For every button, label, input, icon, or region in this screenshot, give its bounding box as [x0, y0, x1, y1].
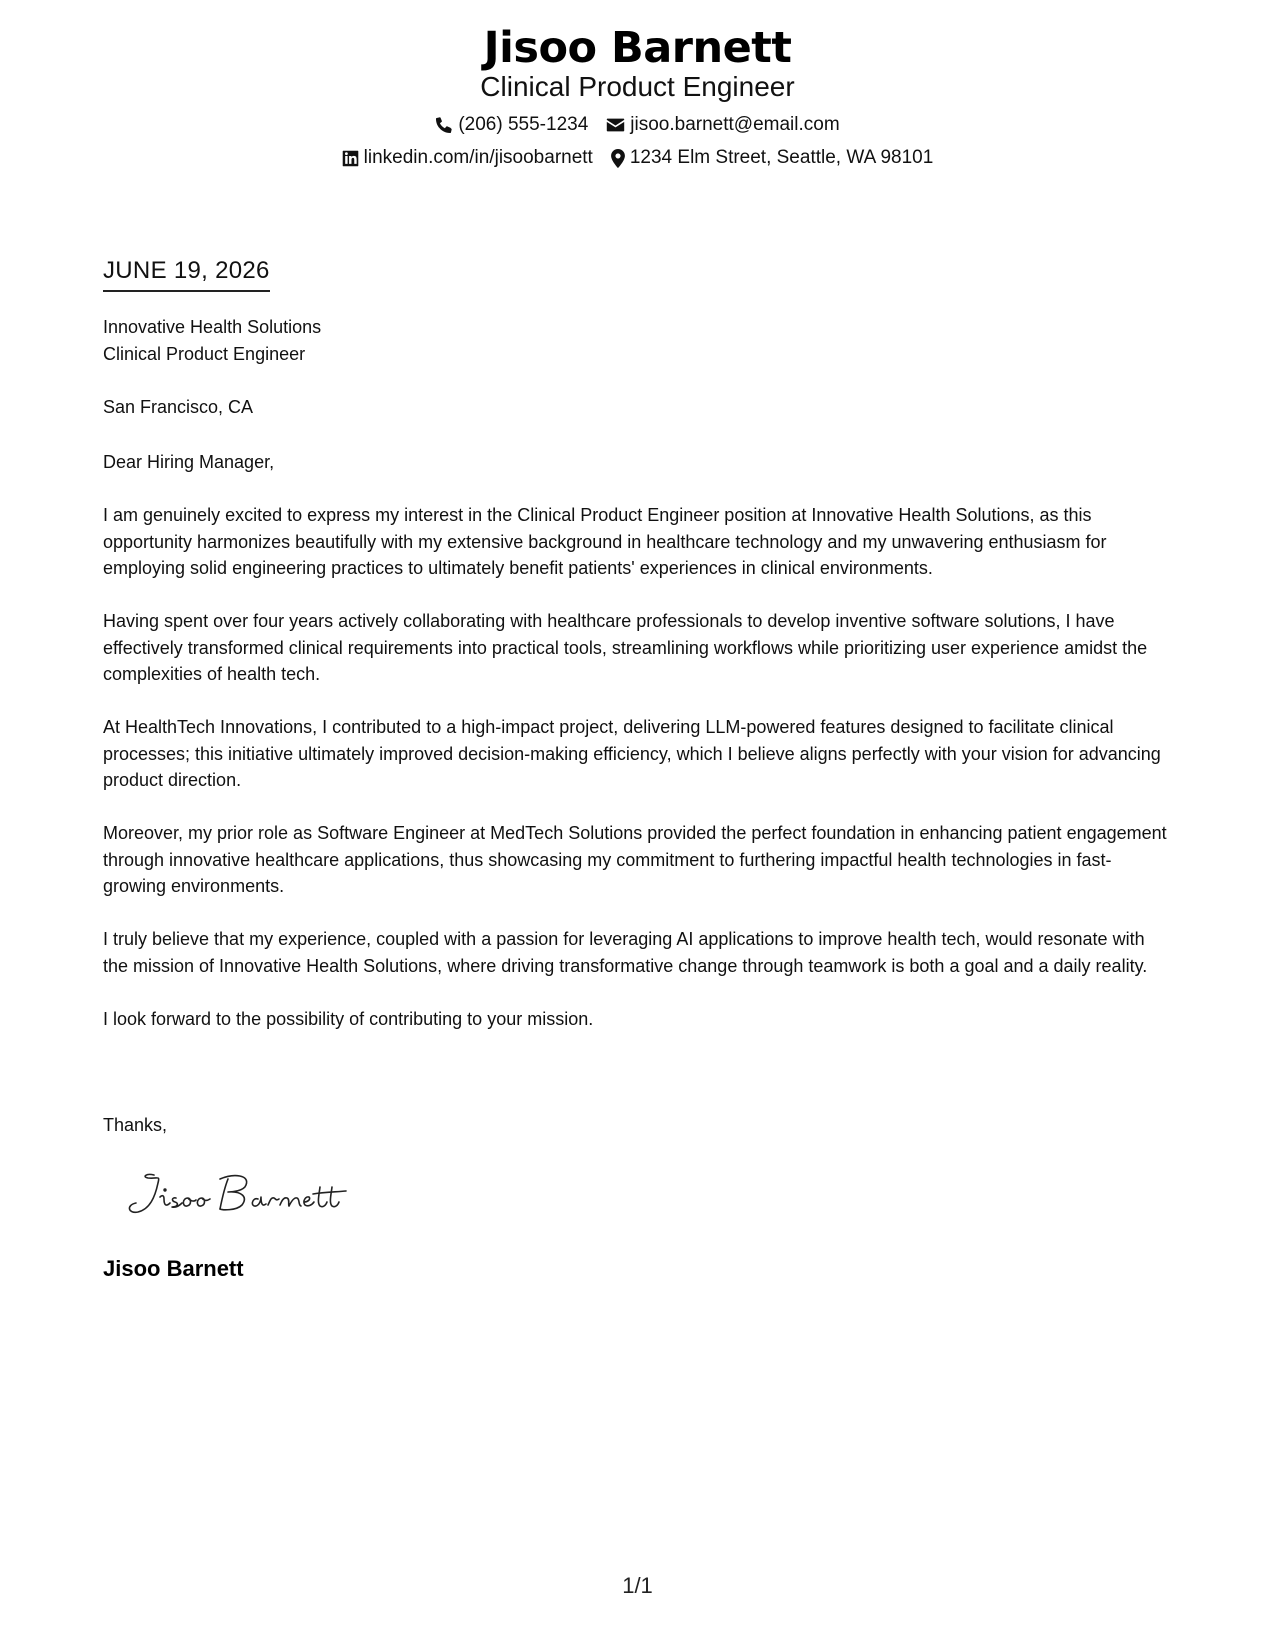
body-paragraph: At HealthTech Innovations, I contributed to a high-impact project, delivering LLM-powered features designed to facilitate clinical processes; this initiative ultimately improved decision-making efficiency, which I believe aligns perfectly with your vision for advancing product direction. [103, 717, 1161, 790]
page-indicator: 1/1 [622, 1573, 653, 1598]
letter-body [103, 502, 1173, 1059]
recipient-spacer [103, 368, 1173, 394]
phone-number: (206) 555-1234 [458, 114, 589, 135]
linkedin-url: linkedin.com/in/jisoobarnett [363, 147, 593, 168]
recipient-company: Innovative Health Solutions [103, 317, 322, 337]
recipient-position: Clinical Product Engineer [103, 344, 306, 364]
letter-date: JUNE 19, 2026 [103, 256, 270, 292]
body-paragraph: I look forward to the possibility of contributing to your mission. [103, 1008, 594, 1029]
body-paragraph: I truly believe that my experience, coupled with a passion for leveraging AI applications to improve health tech, would resonate with the mission of Innovative Health Solutions, where driving transformative change through teamwork is both a goal and a daily reality. [103, 929, 1148, 976]
signer-name: Jisoo Barnett [103, 1256, 244, 1281]
phone-contact[interactable] [435, 112, 588, 138]
contact-line-secondary [0, 145, 1275, 171]
salutation: Dear Hiring Manager, [103, 452, 275, 472]
handwritten-signature [124, 1165, 364, 1225]
body-paragraph: Having spent over four years actively collaborating with healthcare professionals to develop inventive software solutions, I have effectively transformed clinical requirements into practical tools, streamlining workflows while prioritizing user experience amidst the complexities of health tech. [103, 611, 1148, 684]
envelope-icon [606, 117, 625, 133]
closing: Thanks, [103, 1115, 168, 1135]
contact-line-primary [0, 112, 1275, 138]
phone-icon [435, 116, 453, 134]
linkedin-contact[interactable] [342, 145, 593, 171]
body-paragraph: I am genuinely excited to express my interest in the Clinical Product Engineer position at Innovative Health Solutions, as this opportunity harmonizes beautifully with my extensive background in healthcare technology and my unwavering enthusiasm for employing solid engineering practices to ultimately benefit patients' experiences in clinical environments. [103, 505, 1107, 578]
applicant-name: Jisoo Barnett [483, 23, 792, 73]
street-address: 1234 Elm Street, Seattle, WA 98101 [629, 147, 934, 168]
address-contact [611, 145, 933, 171]
email-address: jisoo.barnett@email.com [630, 114, 840, 135]
recipient-location: San Francisco, CA [103, 397, 254, 417]
map-pin-icon [611, 149, 625, 168]
recipient-block [103, 314, 1173, 421]
linkedin-icon [342, 150, 359, 167]
email-contact[interactable] [606, 112, 839, 138]
body-paragraph: Moreover, my prior role as Software Engineer at MedTech Solutions provided the perfect foundation in enhancing patient engagement through innovative healthcare applications, thus showcasing my commitment to furthering impactful health technologies in fast-growing environments. [103, 823, 1167, 896]
applicant-title: Clinical Product Engineer [480, 71, 795, 102]
